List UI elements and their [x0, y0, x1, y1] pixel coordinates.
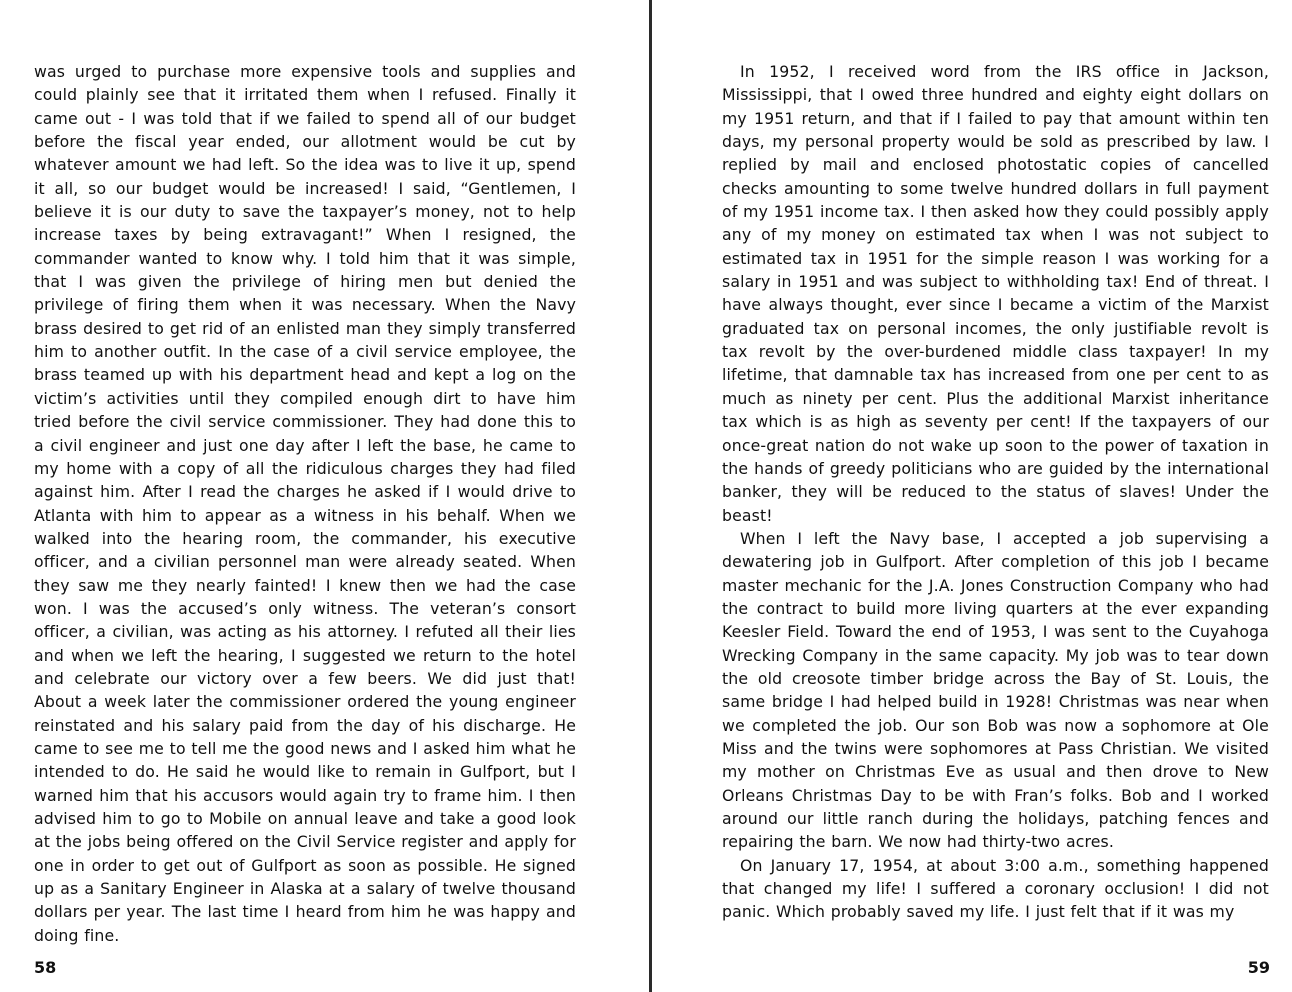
right-page: [652, 0, 1292, 992]
page-number: 59: [1247, 958, 1270, 977]
paragraph: was urged to purchase more expensive tools and supplies and could plainly see that it irritated them when I refused. Finally it came out - I was told that if we failed to spend all of our budget before the fiscal year ended, our allotment would be cut by whatever amount we had left. So the idea was to live it up, spend it all, so our budget would be increased! I said, “Gentlemen, I believe it is our duty to save the taxpayer’s money, not to help increase taxes by being extravagant!” When I resigned, the commander wanted to know why. I told him that it was simple, that I was given the privilege of hiring men but denied the privilege of firing them when it was necessary. When the Navy brass desired to get rid of an enlisted man they simply transferred him to another outfit. In the case of a civil service employee, the brass teamed up with his department head and kept a log on the victim’s activities until they compiled enough dirt to have him tried before the civil service commissioner. They had done this to a civil engineer and just one day after I left the base, he came to my home with a copy of all the ridiculous charges they had filed against him. After I read the charges he asked if I would drive to Atlanta with him to appear as a witness in his behalf. When we walked into the hearing room, the commander, his executive officer, and a civilian personnel man were already seated. When they saw me they nearly fainted! I knew then we had the case won. I was the accused’s only witness. The veteran’s consort officer, a civilian, was acting as his attorney. I refuted all their lies and when we left the hearing, I suggested we return to the hotel and celebrate our victory over a few beers. We did just that! About a week later the commissioner ordered the young engineer reinstated and his salary paid from the day of his discharge. He came to see me to tell me the good news and I asked him what he intended to do. He said he would like to remain in Gulfport, but I warned him that his accusors would again try to frame him. I then advised him to go to Mobile on annual leave and take a good look at the jobs being offered on the Civil Service register and apply for one in order to get out of Gulfport as soon as possible. He signed up as a Sanitary Engineer in Alaska at a salary of twelve thousand dollars per year. The last time I heard from him he was happy and doing fine.: [34, 62, 576, 945]
right-page-text: [722, 60, 1269, 924]
paragraph: When I left the Navy base, I accepted a job supervising a dewatering job in Gulfport. After completion of this job I became master mechanic for the J.A. Jones Construction Company who had the contract to build more living quarters at the ever expanding Keesler Field. Toward the end of 1953, I was sent to the Cuyahoga Wrecking Company in the same capacity. My job was to tear down the old creosote timber bridge across the Bay of St. Louis, the same bridge I had helped build in 1928! Christmas was near when we completed the job. Our son Bob was now a sophomore at Ole Miss and the twins were sophomores at Pass Christian. We visited my mother on Christmas Eve as usual and then drove to New Orleans Christmas Day to be with Fran’s folks. Bob and I worked around our little ranch during the holidays, patching fences and repairing the barn. We now had thirty-two acres.: [722, 528, 1269, 852]
left-page-text: [34, 60, 576, 947]
paragraph: On January 17, 1954, at about 3:00 a.m., something happened that changed my life! I suffered a coronary occlusion! I did not panic. Which probably saved my life. I just felt that if it was my: [722, 855, 1269, 922]
paragraph: In 1952, I received word from the IRS office in Jackson, Mississippi, that I owed three hundred and eighty eight dollars on my 1951 return, and that if I failed to pay that amount within ten days, my personal property would be sold as prescribed by law. I replied by mail and enclosed photostatic copies of cancelled checks amounting to some twelve hundred dollars in full payment of my 1951 income tax. I then asked how they could possibly apply any of my money on estimated tax when I was not subject to estimated tax in 1951 for the simple reason I was working for a salary in 1951 and was subject to withholding tax! End of threat. I have always thought, ever since I became a victim of the Marxist graduated tax on personal incomes, the only justifiable revolt is tax revolt by the over-burdened middle class taxpayer! In my lifetime, that damnable tax has increased from one per cent to as much as ninety per cent. Plus the additional Marxist inheritance tax which is as high as seventy per cent! If the taxpayers of our once-great nation do not wake up soon to the power of taxation in the hands of greedy politicians who are guided by the international banker, they will be reduced to the status of slaves! Under the beast!: [722, 62, 1269, 525]
page-number: 58: [34, 958, 57, 977]
